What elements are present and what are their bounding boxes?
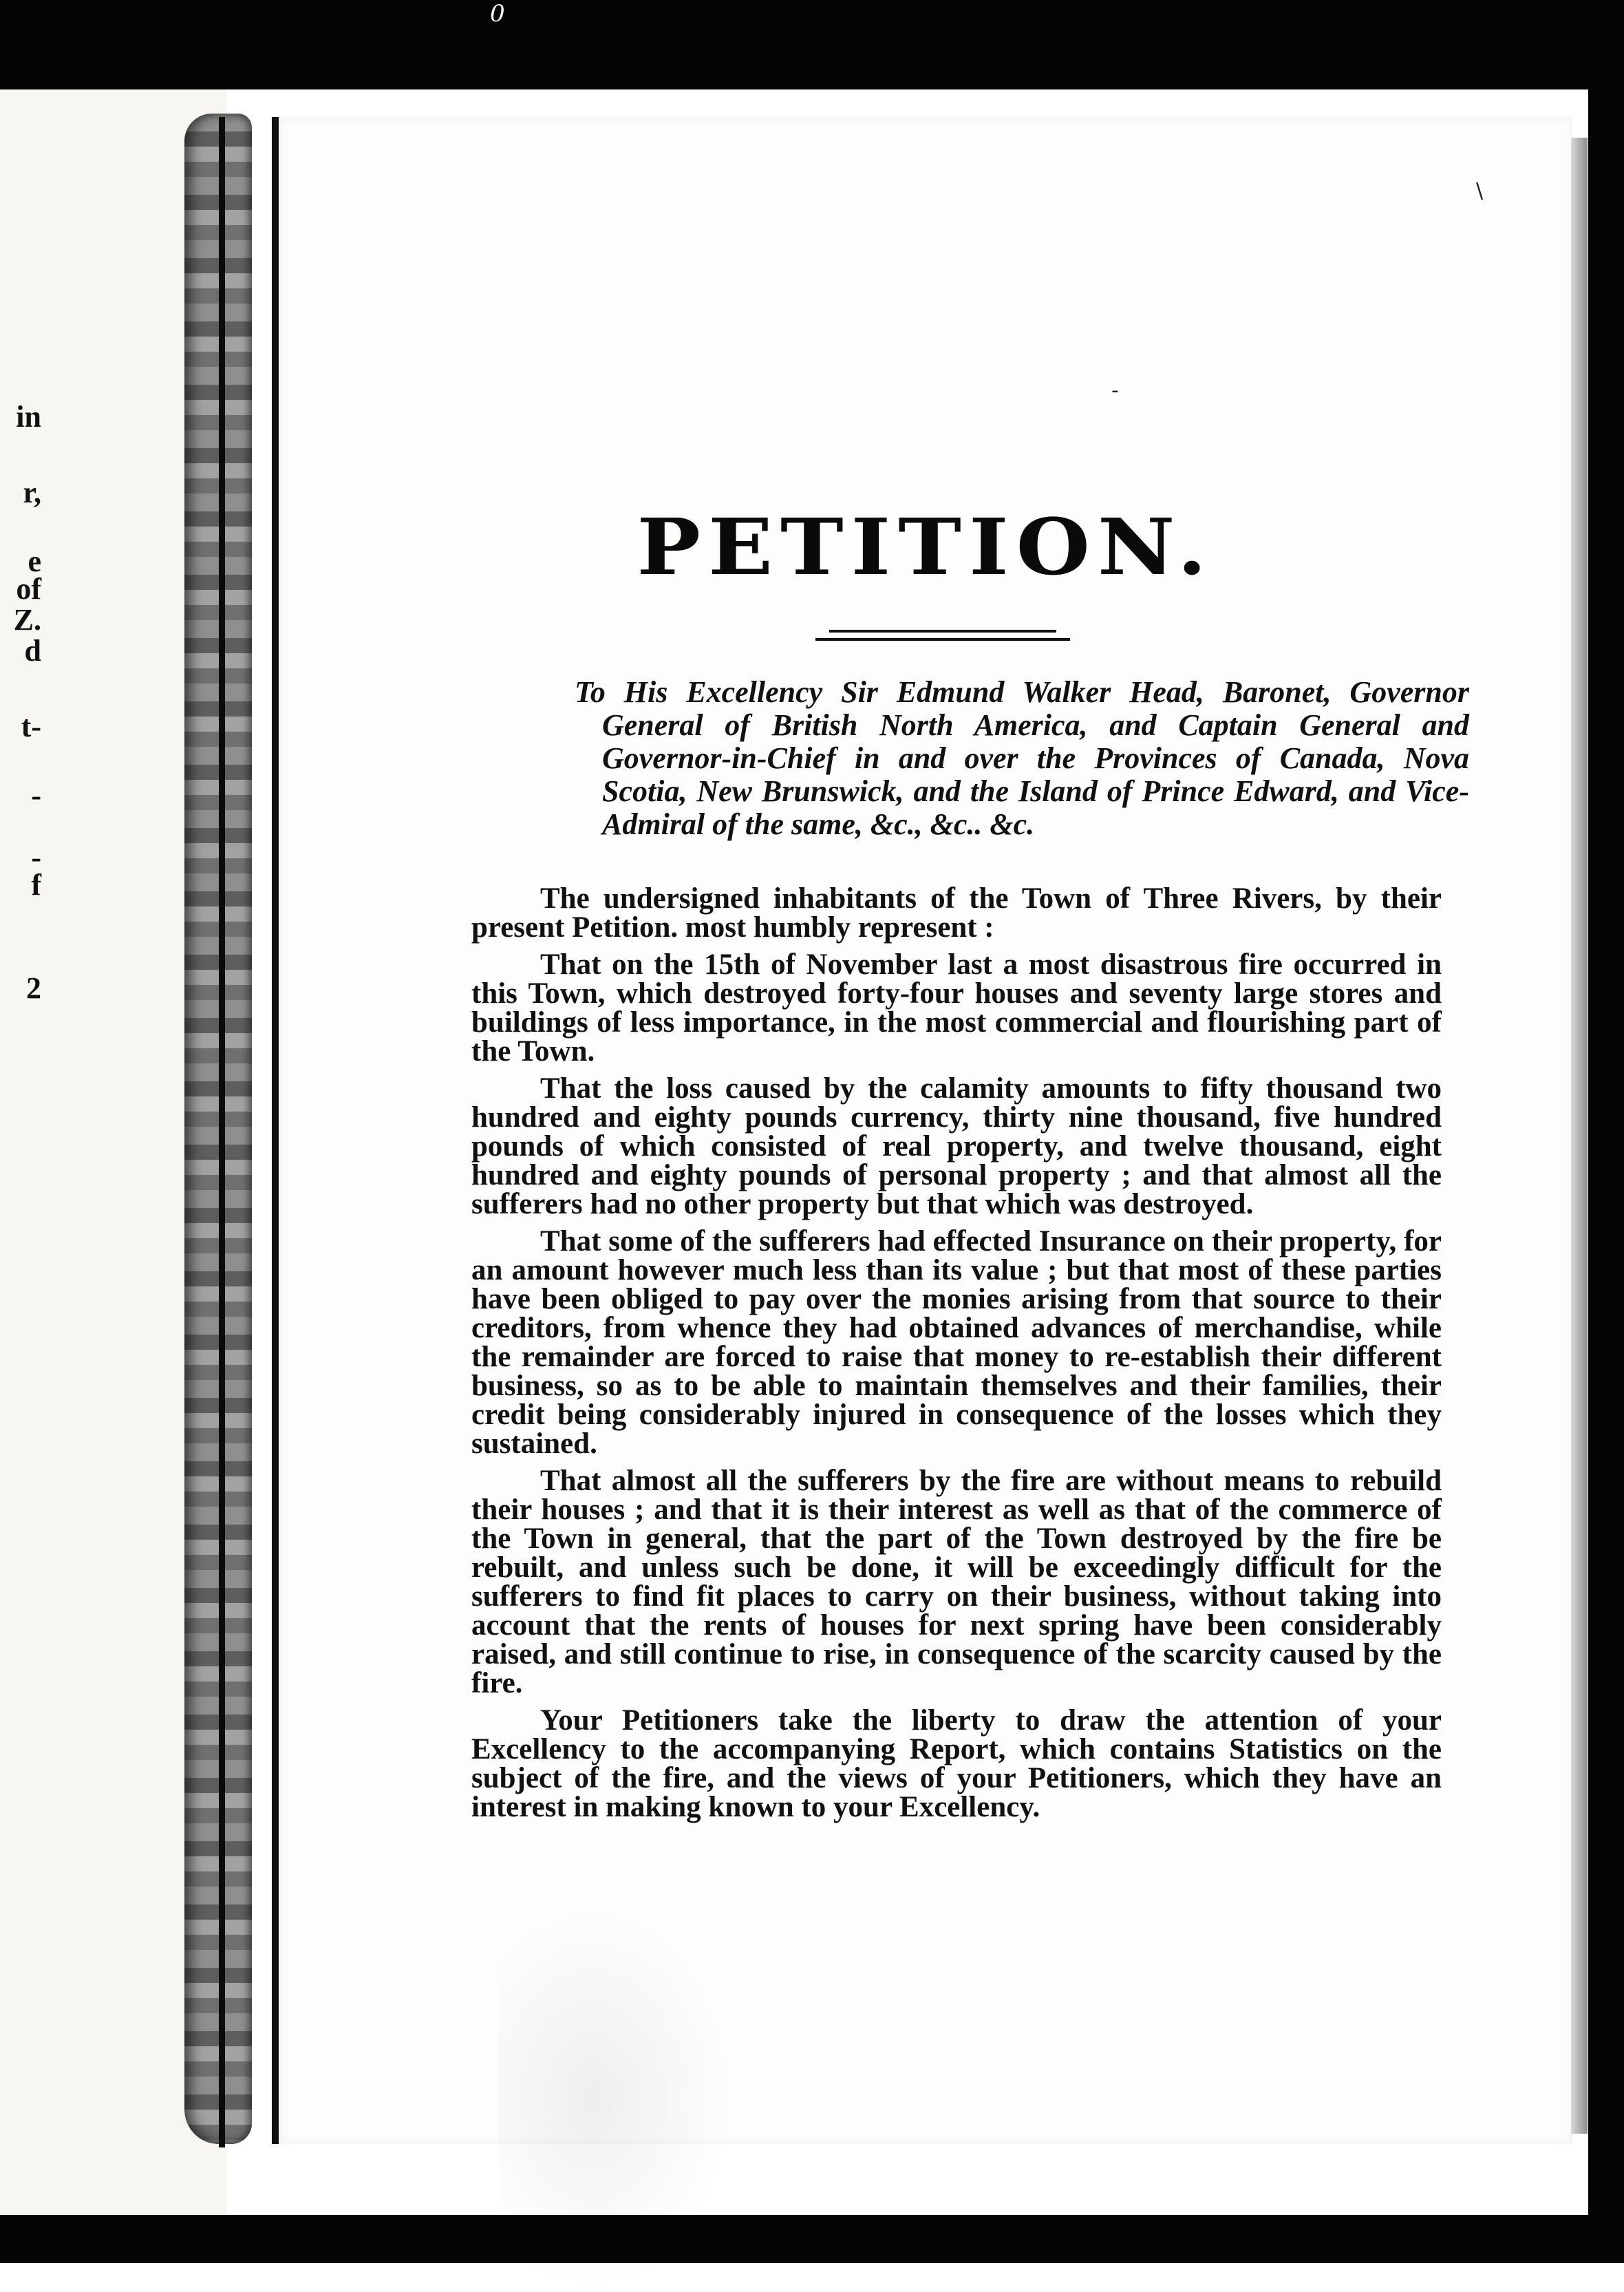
page-fold-line (219, 117, 225, 2147)
paragraph: Your Petitioners take the liberty to draw the attention of your Excellency to the accompanying Report, which contains Statistics on the subject of the fire, and the views of your Petitioners, which they have an interest in making known to your Excellency. (471, 1704, 1442, 1823)
left-fragment: 2 (26, 971, 41, 1005)
petition-address: To His Excellency Sir Edmund Walker Head, Baronet, Governor General of British North America, and Captain General and Governor-in-Chief in and over the Provinces of Canada, Nova Scotia, New Brunswick, and the Island of Prince Edward, and Vice-Admiral of the same, &c., &c.. &c. (575, 675, 1469, 841)
scan-mark: 0 (490, 0, 505, 28)
paragraph: That the loss caused by the calamity amounts to fifty thousand two hundred and eighty pounds currency, thirty nine thousand, five hundred pounds of which consisted of real property, and twelve thousand, eight hundred and eighty pounds of personal property ; and that almost all the sufferers had no other property but that which was destroyed. (471, 1072, 1442, 1220)
left-fragment: - (31, 840, 41, 874)
page-edge-shadow (1571, 138, 1588, 2134)
scan-speck: \ (1476, 179, 1484, 203)
binding-gutter (184, 114, 252, 2144)
left-fragment: e (28, 544, 41, 578)
left-fragment: of (16, 572, 41, 606)
left-fragment: Z. (13, 603, 41, 637)
left-fragment: r, (23, 476, 41, 509)
left-fragment: d (24, 634, 41, 668)
left-fragment: in (16, 400, 41, 434)
paragraph: That on the 15th of November last a most disastrous fire occurred in this Town, which destroyed forty-four houses and seventy large stores and buildings of less importance, in the most commercial and flourishing part of the Town. (471, 948, 1442, 1068)
paragraph: That almost all the sufferers by the fire are without means to rebuild their houses ; and that it is their interest as well as that of the commerce of the Town in general, that the part of the Town destroyed by the fire be rebuilt, and unless such be done, it will be exceedingly difficult for the sufferers to find fit places to carry on their business, without taking into account that the rents of houses for next spring have been considerably raised, and still continue to rise, in consequence of the scarcity caused by the fire. (471, 1465, 1442, 1699)
scan-speck: - (1111, 379, 1119, 403)
left-fragment: - (31, 778, 41, 812)
paragraph: That some of the sufferers had effected Insurance on their property, for an amount however much less than its value ; but that most of these parties have been obliged to pay over the monies arising from that source to their creditors, from whence they had obtained advances of merchandise, while the remainder are forced to raise that money to re-establish their different business, so as to be able to maintain themselves and their families, their credit being considerably injured in consequence of the losses which they sustained. (471, 1225, 1442, 1460)
document-title: PETITION. (637, 502, 1215, 593)
scan-border-bottom (0, 2215, 1624, 2263)
left-fragment: t- (21, 710, 41, 743)
left-fragment: f (31, 868, 41, 902)
document-page (272, 117, 1572, 2144)
scan-border-right (1588, 0, 1624, 2263)
paragraph: The undersigned inhabitants of the Town of Three Rivers, by their present Petition. most humbly represent : (471, 882, 1442, 944)
petition-body (471, 884, 1442, 1830)
scan-border-top (0, 0, 1624, 89)
title-rule (829, 630, 1056, 633)
title-rule (815, 638, 1070, 641)
